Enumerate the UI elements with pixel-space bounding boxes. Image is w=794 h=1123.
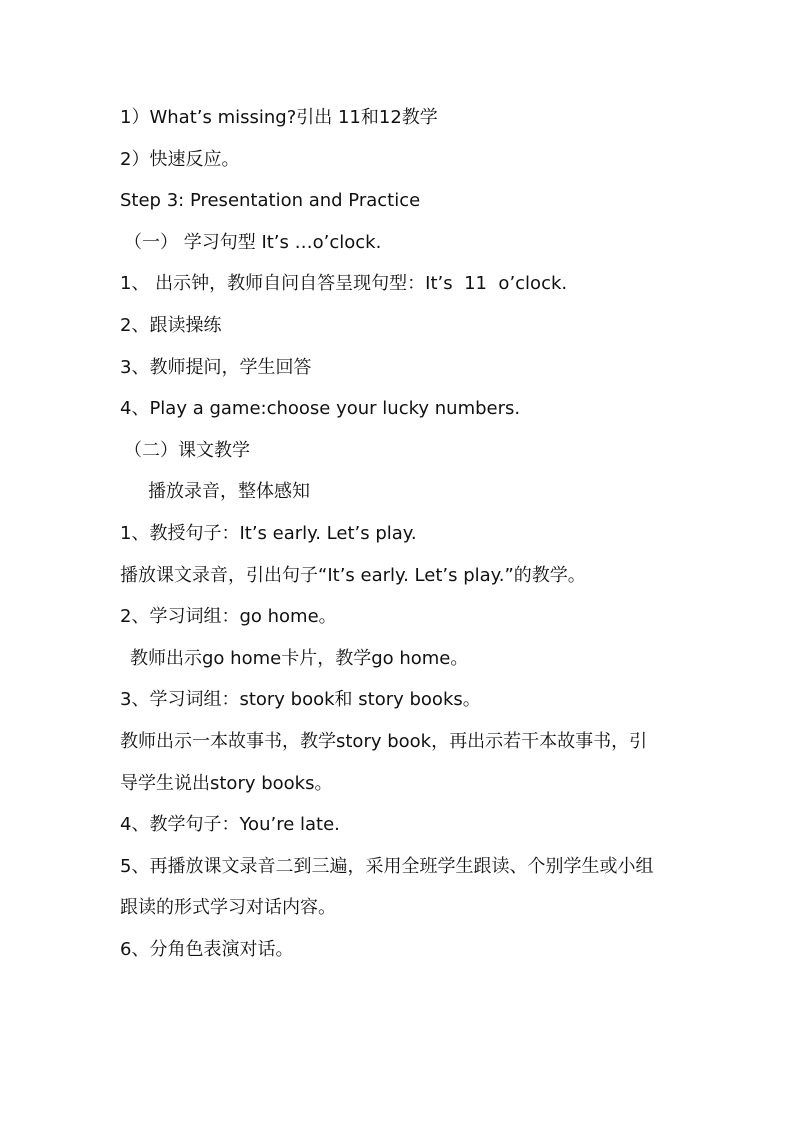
text-line-9: （二）课文教学: [124, 439, 250, 461]
text-line-11: 1、教授句子：It’s early. Let’s play.: [120, 522, 417, 544]
text-line-8: 4、Play a game:choose your lucky numbers.: [120, 398, 521, 420]
text-line-14: 教师出示go home卡片，教学go home。: [130, 647, 469, 669]
text-line-5: 1、 出示钟，教师自问自答呈现句型：It’s 11 o’clock.: [120, 273, 568, 295]
text-line-21: 6、分角色表演对话。: [120, 938, 294, 960]
text-line-2: 2）快速反应。: [120, 148, 240, 170]
text-line-6: 2、跟读操练: [120, 314, 222, 336]
text-line-4: （一） 学习句型 It’s …o’clock.: [124, 231, 382, 253]
text-line-20: 跟读的形式学习对话内容。: [120, 897, 336, 919]
text-line-7: 3、教师提问，学生回答: [120, 356, 312, 378]
text-line-18: 4、教学句子：You’re late.: [120, 814, 340, 836]
text-line-17: 导学生说出story books。: [120, 772, 333, 794]
text-line-10: 播放录音，整体感知: [148, 481, 310, 503]
text-line-16: 教师出示一本故事书，教学story book，再出示若干本故事书，引: [120, 730, 648, 752]
text-line-1: 1）What’s missing?引出 11和12教学: [120, 107, 438, 128]
text-line-15: 3、学习词组：story book和 story books。: [120, 689, 481, 711]
text-line-3: Step 3: Presentation and Practice: [120, 190, 421, 212]
document-body: [120, 102, 690, 975]
text-line-13: 2、学习词组：go home。: [120, 606, 337, 628]
text-line-19: 5、再播放课文录音二到三遍，采用全班学生跟读、个别学生或小组: [120, 855, 654, 877]
text-line-12: 播放课文录音，引出句子“It’s early. Let’s play.”的教学。: [120, 564, 586, 586]
